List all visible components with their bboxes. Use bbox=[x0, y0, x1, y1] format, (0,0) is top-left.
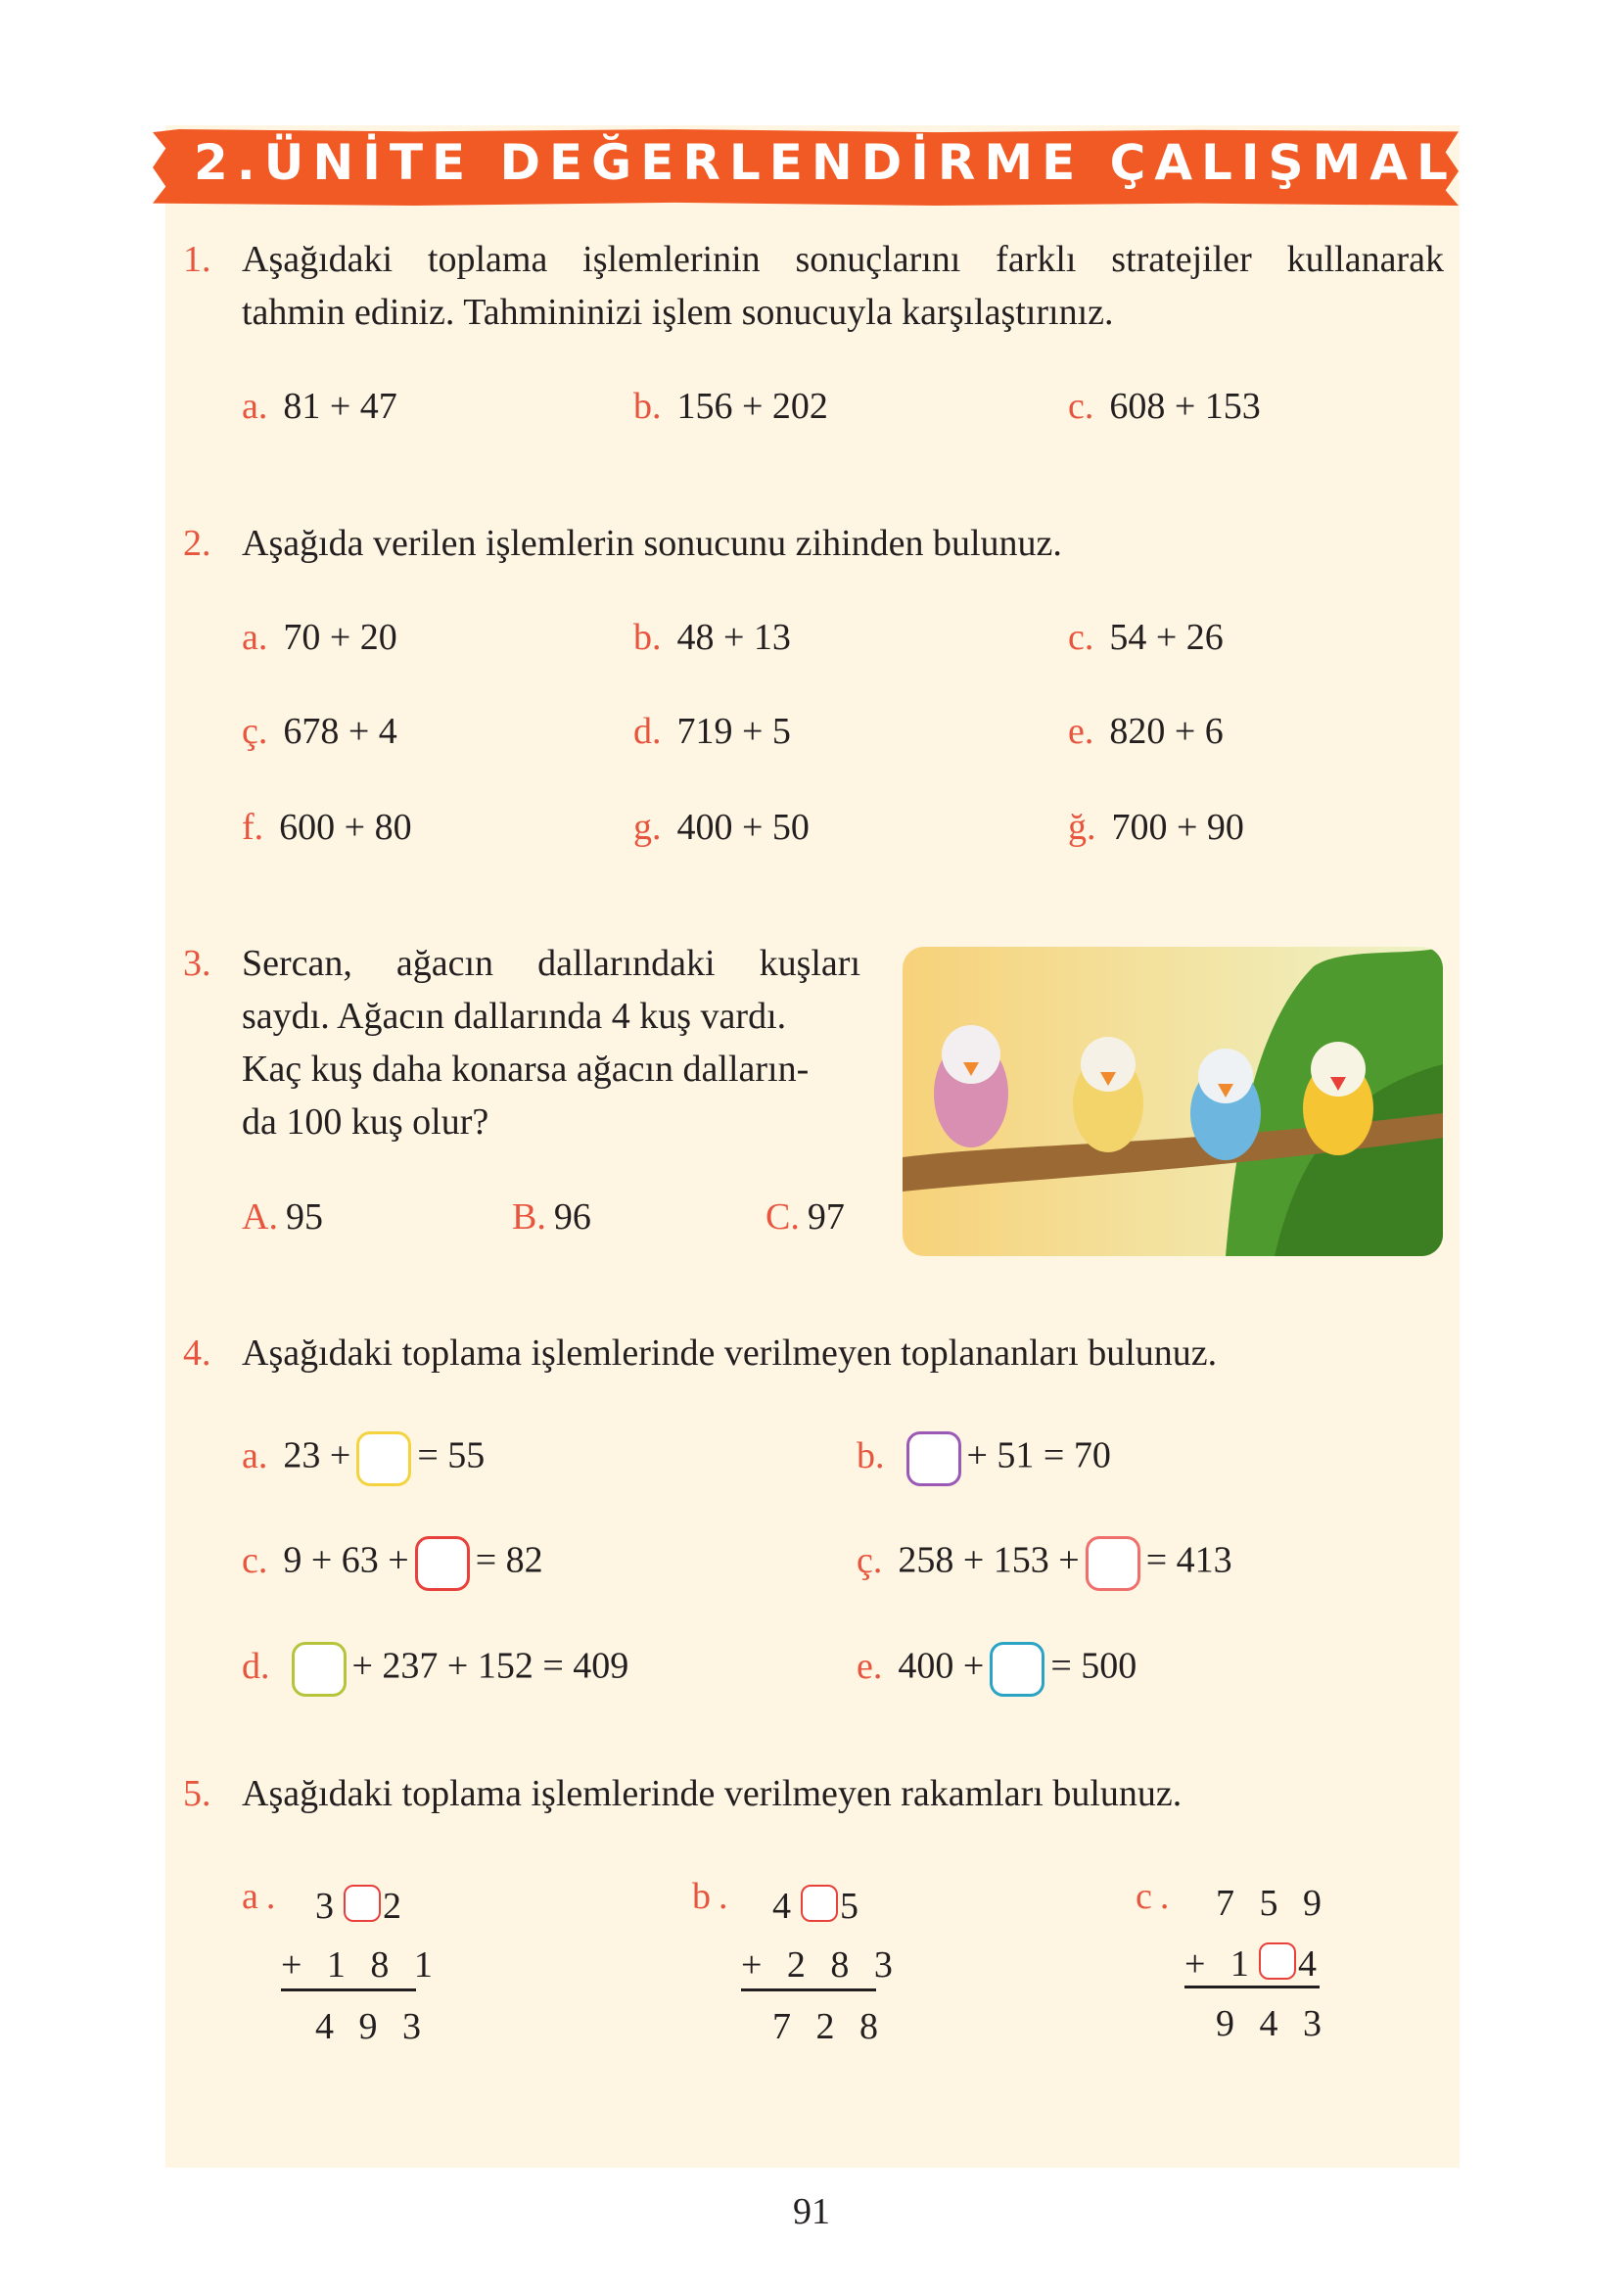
q3-line2: saydı. Ağacın dallarında 4 kuş vardı. bbox=[242, 996, 787, 1037]
q1-text-line1: Aşağıdaki toplama işlemlerinin sonuçlarını farklı stratejiler kullanarak bbox=[242, 239, 1444, 280]
q4-item: a. 23 + = 55 bbox=[242, 1431, 485, 1486]
q2-item: f. 600 + 80 bbox=[242, 807, 412, 848]
q2-item: b. 48 + 13 bbox=[633, 617, 791, 658]
q2-item: d. 719 + 5 bbox=[633, 711, 791, 752]
missing-digit-box[interactable] bbox=[344, 1885, 381, 1922]
q3-option-a[interactable]: A. 95 bbox=[242, 1196, 323, 1238]
answer-box[interactable] bbox=[292, 1642, 347, 1697]
q4-item: d. + 237 + 152 = 409 bbox=[242, 1642, 628, 1697]
q4-text: Aşağıdaki toplama işlemlerinde verilmeyen toplananları bulunuz. bbox=[242, 1333, 1218, 1374]
answer-box[interactable] bbox=[906, 1431, 961, 1486]
q4-item: ç. 258 + 153 + = 413 bbox=[857, 1536, 1232, 1591]
q4-item: b. + 51 = 70 bbox=[857, 1431, 1111, 1486]
q2-item: c. 54 + 26 bbox=[1068, 617, 1224, 658]
q5-text: Aşağıdaki toplama işlemlerinde verilmeyen rakamları bulunuz. bbox=[242, 1773, 1183, 1814]
q3-line3: Kaç kuş daha konarsa ağacın dalların- bbox=[242, 1049, 810, 1090]
q1-number: 1. bbox=[183, 239, 211, 280]
q3-line1: Sercan, ağacın dallarındaki kuşları bbox=[242, 943, 860, 984]
q3-line4: da 100 kuş olur? bbox=[242, 1101, 489, 1143]
q5-number: 5. bbox=[183, 1773, 211, 1814]
q1-item-b: b. 156 + 202 bbox=[633, 386, 828, 427]
q2-item: ğ. 700 + 90 bbox=[1068, 807, 1244, 848]
q4-number: 4. bbox=[183, 1333, 211, 1374]
q2-item: e. 820 + 6 bbox=[1068, 711, 1224, 752]
q3-option-b[interactable]: B. 96 bbox=[512, 1196, 591, 1238]
q2-number: 2. bbox=[183, 523, 211, 564]
q4-item: e. 400 + = 500 bbox=[857, 1642, 1137, 1697]
answer-box[interactable] bbox=[1086, 1536, 1140, 1591]
missing-digit-box[interactable] bbox=[801, 1885, 838, 1922]
answer-box[interactable] bbox=[356, 1431, 411, 1486]
q2-item: g. 400 + 50 bbox=[633, 807, 810, 848]
q1-text-line2: tahmin ediniz. Tahmininizi işlem sonucuyla karşılaştırınız. bbox=[242, 292, 1114, 333]
q3-number: 3. bbox=[183, 943, 211, 984]
q4-item: c. 9 + 63 + = 82 bbox=[242, 1536, 543, 1591]
page-title: 2.ÜNİTE DEĞERLENDİRME ÇALIŞMALARI bbox=[194, 134, 1577, 191]
page-number: 91 bbox=[793, 2191, 830, 2232]
birds-on-branch-illustration bbox=[903, 947, 1443, 1256]
answer-box[interactable] bbox=[990, 1642, 1044, 1697]
q2-text: Aşağıda verilen işlemlerin sonucunu zihinden bulunuz. bbox=[242, 523, 1062, 564]
q1-item-c: c. 608 + 153 bbox=[1068, 386, 1261, 427]
q3-option-c[interactable]: C. 97 bbox=[766, 1196, 845, 1238]
answer-box[interactable] bbox=[415, 1536, 470, 1591]
q2-item: a. 70 + 20 bbox=[242, 617, 397, 658]
q2-item: ç. 678 + 4 bbox=[242, 711, 397, 752]
missing-digit-box[interactable] bbox=[1259, 1942, 1296, 1980]
q1-item-a: a. 81 + 47 bbox=[242, 386, 397, 427]
